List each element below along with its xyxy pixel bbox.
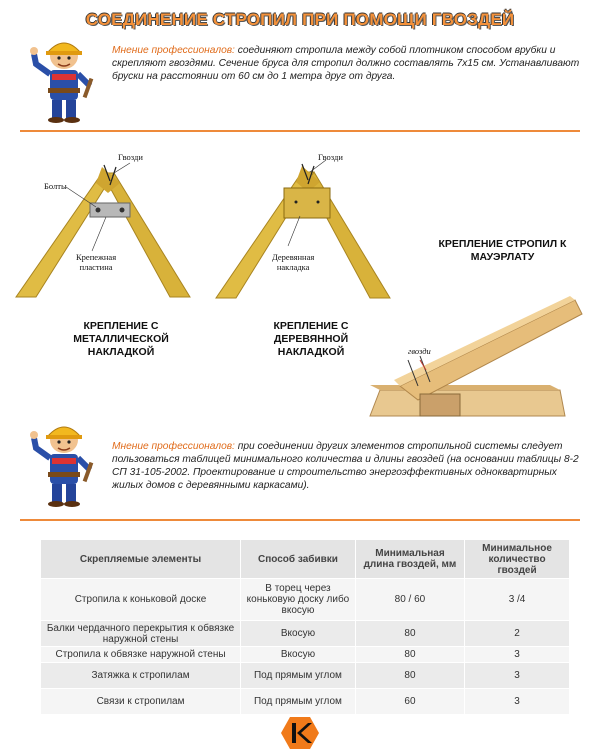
table-cell: Затяжка к стропилам xyxy=(41,663,241,689)
expert-tip-text: при соединении других элементов стропильной системы следует пользоваться таблицей минимального количества и длины гвоздей (на основании таблицы 8-2 СП 31-105-2002. Проектирование и строительство энергоэффективных одноквартирных жилых домов с деревянными каркасами). xyxy=(112,441,579,491)
table-cell: Вкосую xyxy=(241,647,356,663)
table-cell: 2 xyxy=(465,621,570,647)
table-header: Способ забивки xyxy=(241,540,356,579)
mauerlat-diagram xyxy=(360,290,585,420)
table-header: Скрепляемые элементы xyxy=(41,540,241,579)
table-cell: 3 xyxy=(465,647,570,663)
wooden-plate-diagram xyxy=(210,150,400,305)
table-row xyxy=(41,689,570,715)
table-row xyxy=(41,663,570,689)
table-row xyxy=(41,579,570,621)
mauerlat-caption: КРЕПЛЕНИЕ СТРОПИЛ К МАУЭРЛАТУ xyxy=(438,238,567,263)
nails-table xyxy=(40,539,570,715)
expert-tip-text: соединяют стропила между собой плотником способом врубки и скрепляют гвоздями. Сечение бруса для стропил должно составлять 7х15 см. Устанавливают бруски на расстоянии от 60 см до 1 метра друг от друга. xyxy=(112,45,580,82)
table-cell: 80 xyxy=(355,663,464,689)
table-row xyxy=(41,647,570,663)
table-cell: В торец через коньковую доску либо вкосую xyxy=(241,579,356,621)
metal-plate-diagram xyxy=(10,145,200,305)
table-cell: 3 xyxy=(465,689,570,715)
table-cell: Балки чердачного перекрытия к обвязке наружной стены xyxy=(41,621,241,647)
builder-mascot-icon xyxy=(28,34,100,124)
expert-tip-label: Мнение профессионалов: xyxy=(112,45,235,56)
bolts-label: Болты xyxy=(44,181,67,191)
table-cell: 80 / 60 xyxy=(355,579,464,621)
site-logo-icon xyxy=(280,716,320,750)
nails-label: Гвозди xyxy=(118,152,143,162)
metal-plate-label: Крепежная пластина xyxy=(76,252,117,272)
table-cell: 60 xyxy=(355,689,464,715)
table-cell: Под прямым углом xyxy=(241,689,356,715)
table-cell: 80 xyxy=(355,621,464,647)
mauerlat-nails-label: гвозди xyxy=(408,346,431,356)
table-cell: Связи к стропилам xyxy=(41,689,241,715)
table-cell: 3 /4 xyxy=(465,579,570,621)
table-header: Минимальное количество гвоздей xyxy=(465,540,570,579)
table-cell: Стропила к обвязке наружной стены xyxy=(41,647,241,663)
table-cell: 3 xyxy=(465,663,570,689)
table-header-row xyxy=(41,540,570,579)
divider xyxy=(20,519,580,521)
page-title: СОЕДИНЕНИЕ СТРОПИЛ ПРИ ПОМОЩИ ГВОЗДЕЙ xyxy=(85,10,515,29)
expert-tip-2 xyxy=(112,440,582,492)
wooden-plate-caption: КРЕПЛЕНИЕ С ДЕРЕВЯННОЙ НАКЛАДКОЙ xyxy=(273,320,349,358)
wooden-plate-label: Деревянная накладка xyxy=(272,252,315,272)
table-row xyxy=(41,621,570,647)
table-cell: Вкосую xyxy=(241,621,356,647)
table-cell: Стропила к коньковой доске xyxy=(41,579,241,621)
table-cell: Под прямым углом xyxy=(241,663,356,689)
builder-mascot-icon-2 xyxy=(28,418,100,508)
table-cell: 80 xyxy=(355,647,464,663)
divider xyxy=(20,130,580,132)
table-header: Минимальная длина гвоздей, мм xyxy=(355,540,464,579)
expert-tip-1 xyxy=(112,44,582,83)
metal-plate-caption: КРЕПЛЕНИЕ С МЕТАЛЛИЧЕСКОЙ НАКЛАДКОЙ xyxy=(73,320,169,358)
expert-tip-label: Мнение профессионалов: xyxy=(112,441,235,452)
nails-label-2: Гвозди xyxy=(318,152,343,162)
